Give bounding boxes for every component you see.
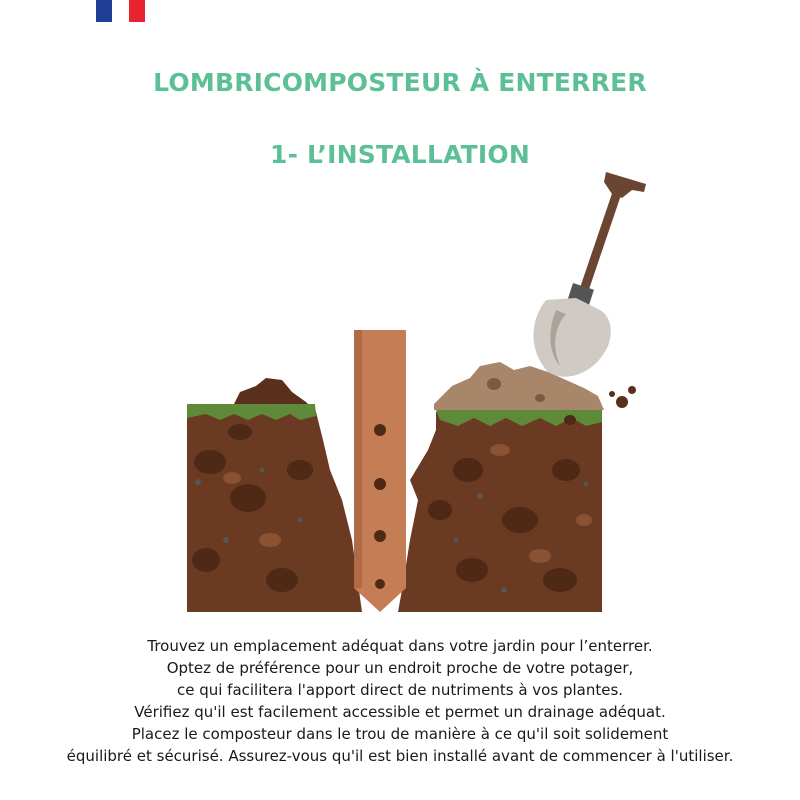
instruction-line: Vérifiez qu'il est facilement accessible et permet un drainage adéquat. bbox=[134, 703, 666, 721]
page-title: LOMBRICOMPOSTEUR À ENTERRER bbox=[153, 68, 647, 97]
instruction-line: Trouvez un emplacement adéquat dans votre jardin pour l’enterrer. bbox=[147, 637, 653, 655]
installation-instructions bbox=[0, 635, 800, 767]
instruction-line: Optez de préférence pour un endroit proche de votre potager, bbox=[166, 659, 634, 677]
instruction-line: Placez le composteur dans le trou de manière à ce qu'il soit solidement bbox=[131, 725, 669, 743]
section-title: 1- L’INSTALLATION bbox=[269, 140, 531, 169]
instruction-line: ce qui facilitera l'apport direct de nutriments à vos plantes. bbox=[176, 681, 624, 699]
compost-tube-icon bbox=[354, 330, 406, 612]
shovel-icon bbox=[534, 172, 647, 377]
instruction-line: équilibré et sécurisé. Assurez-vous qu'il est bien installé avant de commencer à l'utiliser. bbox=[66, 747, 734, 765]
